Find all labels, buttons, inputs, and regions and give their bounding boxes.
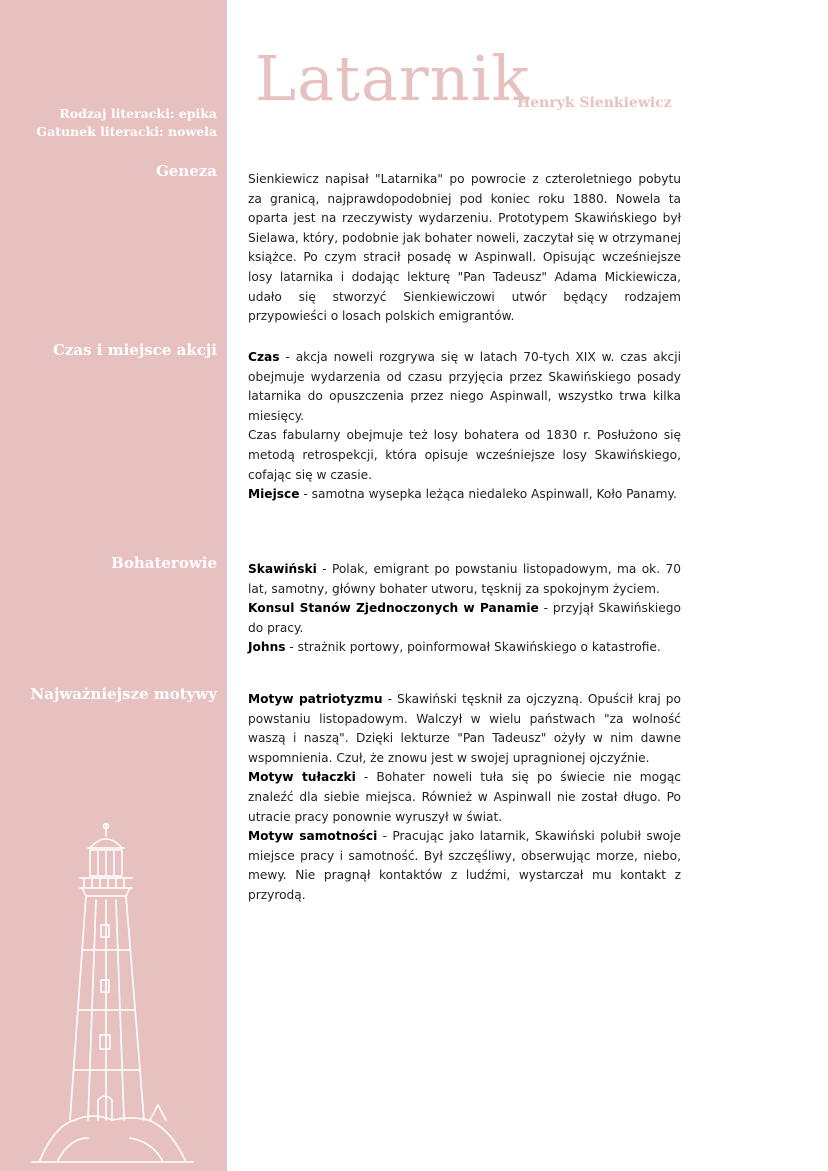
section-label-motywy: Najważniejsze motywy [30,685,217,703]
section-label-bohaterowie: Bohaterowie [111,554,217,572]
character-name: Skawiński [248,562,317,576]
miejsce-desc: - samotna wysepka leżąca niedaleko Aspinwall, Koło Panamy. [299,487,677,502]
czas-paragraph-2: Czas fabularny obejmuje też losy bohatera od 1830 r. Posłużono się metodą retrospekcji, która opisuje wcześniejsze losy Skawińskiego, cofając się w czasie. [248,428,681,482]
list-item [248,690,681,768]
motif-desc: - Skawiński tęsknił za ojczyzną. Opuścił kraj po powstaniu listopadowym. Walczył w wielu państwach "za wolność waszą i naszą". Dzięki lekturze "Pan Tadeusz" ożyły w nim dawne wspomnienia. Czuł, że znowu jest w swojej upragnionej ojczyźnie. [248,692,681,765]
motif-name: Motyw samotności [248,829,378,844]
section-label-czas: Czas i miejsce akcji [52,341,217,359]
sidebar [0,0,227,1171]
motif-desc: - Pracując jako latarnik, Skawiński polubił swoje miejsce pracy i samotność. Był szczęśliwy, obserwując morze, niebo, mewy. Nie pragnął kontaktów z ludźmi, wystarczał mu kontakt z przyrodą. [248,829,682,902]
character-desc: - strażnik portowy, poinformował Skawińskiego o katastrofie. [285,640,661,655]
motywy-block [248,690,681,906]
czas-paragraph [248,348,681,426]
lighthouse-illustration [30,820,195,1165]
list-item [248,768,681,827]
section-label-geneza: Geneza [155,162,217,180]
bohaterowie-block [248,560,681,658]
motif-desc: - Bohater noweli tuła się po świecie nie mogąc znaleźć dla siebie miejsca. Również w Aspinwall nie został długo. Po utracie pracy ponownie wyruszył w świat. [248,770,682,824]
motif-name: Motyw tułaczki [248,770,356,785]
miejsce-paragraph [248,485,681,505]
character-name: Konsul Stanów Zjednoczonych w Panamie [248,601,539,616]
motif-name: Motyw patriotyzmu [248,692,383,706]
list-item [248,638,681,658]
geneza-text: Sienkiewicz napisał "Latarnika" po powrocie z czteroletniego pobytu za granicą, najprawdopodobniej pod koniec roku 1880. Nowela ta oparta jest na rzeczywisty wydarzeniu. Prototypem Skawińskiego był Sielawa, który, podobnie jak bohater noweli, zaczytał się w otrzymanej książce. Po czym stracił posadę w Aspinwall. Opisując wcześniejsze losy latarnika i dodając lekturę "Pan Tadeusz" Adama Mickiewicza, udało się stworzyć Sienkiewiczowi utwór będący rodzajem przypowieści o losach polskich emigrantów. [248,172,681,324]
type-label: Gatunek literacki: nowela [36,124,217,139]
czas-term: Czas [248,350,280,364]
list-item [248,599,681,638]
author-name: Henryk Sienkiewicz [517,95,672,111]
character-name: Johns [248,640,286,655]
page-title: Latarnik [255,42,530,115]
czas-desc: - akcja noweli rozgrywa się w latach 70-tych XIX w. czas akcji obejmuje wydarzenia od czasu przyjęcia przez Skawińskiego posady latarnika do opuszczenia przez niego Aspinwall, wszystko trwa kilka miesięcy. [248,350,681,423]
miejsce-term: Miejsce [248,487,300,502]
list-item [248,560,681,599]
character-desc: - przyjął Skawińskiego do pracy. [248,601,681,635]
character-desc: - Polak, emigrant po powstaniu listopadowym, ma ok. 70 lat, samotny, główny bohater utworu, tęsknij za spokojnym życiem. [248,562,681,596]
czas-block [248,348,681,505]
genre-label: Rodzaj literacki: epika [59,106,217,121]
list-item [248,827,681,905]
